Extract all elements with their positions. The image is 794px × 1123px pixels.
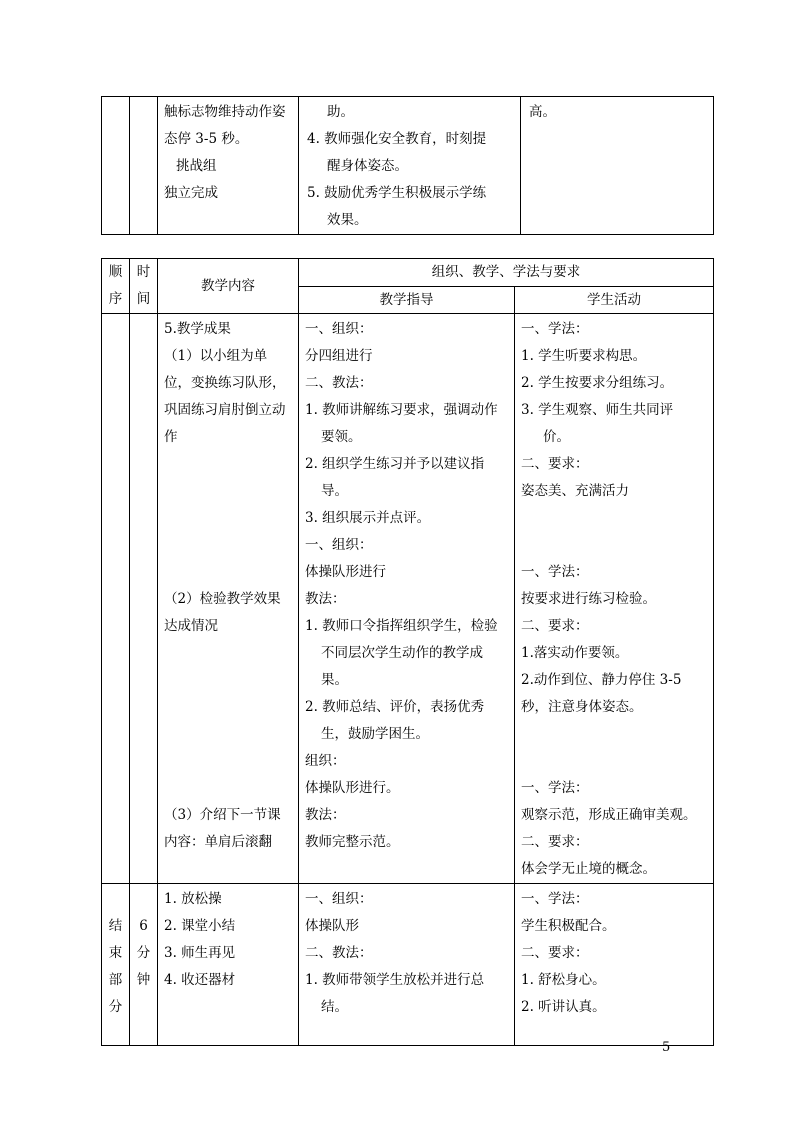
page-number: 5 bbox=[662, 1040, 671, 1055]
guidance-line: 教师完整示范。 bbox=[305, 834, 400, 850]
guidance-line: 一、组织： bbox=[305, 537, 373, 553]
content-line bbox=[158, 559, 298, 586]
content-line bbox=[158, 640, 298, 667]
content-line: 位，变换练习队形， bbox=[164, 375, 286, 391]
guidance-line: 一、组织： bbox=[305, 321, 373, 337]
order-header bbox=[102, 259, 130, 314]
guidance-line: 组织： bbox=[305, 753, 346, 769]
content-header bbox=[158, 259, 299, 314]
organization-header bbox=[299, 259, 714, 287]
content-cell bbox=[158, 97, 299, 235]
student-line: 价。 bbox=[543, 429, 570, 445]
guidance-cell bbox=[299, 314, 515, 884]
student-line: 二、要求： bbox=[521, 456, 589, 472]
guidance-line: 体操队形 bbox=[305, 918, 359, 934]
content-cell bbox=[158, 884, 299, 1046]
guidance-line: 不同层次学生动作的教学成 bbox=[321, 645, 483, 661]
guidance-line: 2. 组织学生练习并予以建议指 bbox=[305, 456, 485, 472]
guidance-line: 教法： bbox=[305, 807, 346, 823]
order-header-char: 顺 bbox=[108, 264, 123, 280]
content-line bbox=[158, 451, 298, 478]
content-header-label: 教学内容 bbox=[201, 277, 255, 294]
guidance-line: 二、教法： bbox=[305, 375, 373, 391]
order-char: 部 bbox=[108, 972, 123, 988]
guidance-line: 要领。 bbox=[321, 429, 362, 445]
content-line: 独立完成 bbox=[164, 185, 218, 201]
student-line: 二、要求： bbox=[521, 945, 589, 961]
time-cell bbox=[130, 97, 158, 235]
content-line bbox=[158, 505, 298, 532]
content-line: 1. 放松操 bbox=[164, 891, 222, 907]
organization-header-label: 组织、教学、学法与要求 bbox=[431, 264, 581, 280]
guidance-line: 1. 教师口令指挥组织学生，检验 bbox=[305, 618, 498, 634]
content-line bbox=[158, 721, 298, 748]
student-cell bbox=[515, 314, 714, 884]
content-line: 5.教学成果 bbox=[164, 321, 231, 337]
student-line: 秒，注意身体姿态。 bbox=[521, 699, 643, 715]
guidance-line: 1. 教师带领学生放松并进行总 bbox=[305, 972, 485, 988]
guidance-line: 4. 教师强化安全教育，时刻提 bbox=[307, 131, 487, 147]
student-line: 学生积极配合。 bbox=[521, 918, 616, 934]
guidance-line: 1. 教师讲解练习要求，强调动作 bbox=[305, 402, 498, 418]
student-line: 二、要求： bbox=[521, 834, 589, 850]
student-cell bbox=[521, 97, 714, 235]
order-char: 结 bbox=[108, 918, 123, 934]
content-line: 内容：单肩后滚翻 bbox=[164, 834, 272, 850]
content-line: 4. 收还器材 bbox=[164, 972, 236, 988]
content-cell bbox=[158, 314, 299, 884]
student-line: 姿态美、充满活力 bbox=[521, 483, 629, 499]
student-line bbox=[515, 748, 713, 775]
time-header bbox=[130, 259, 158, 314]
content-line: 巩固练习肩肘倒立动 bbox=[164, 402, 286, 418]
content-line bbox=[158, 694, 298, 721]
student-line: 一、学法： bbox=[521, 564, 589, 580]
content-line: 挑战组 bbox=[176, 158, 217, 174]
content-line: （3）介绍下一节课 bbox=[164, 807, 281, 823]
lesson-table bbox=[101, 258, 714, 1046]
student-header bbox=[515, 286, 714, 314]
guidance-line: 一、组织： bbox=[305, 891, 373, 907]
content-line: 2. 课堂小结 bbox=[164, 918, 236, 934]
content-line: 触标志物维持动作姿 bbox=[164, 104, 286, 120]
student-line bbox=[515, 532, 713, 559]
content-line bbox=[158, 532, 298, 559]
guidance-line: 教法： bbox=[305, 591, 346, 607]
guidance-header bbox=[299, 286, 515, 314]
order-cell bbox=[102, 97, 130, 235]
time-cell bbox=[130, 884, 158, 1046]
guidance-line: 5. 鼓励优秀学生积极展示学练 bbox=[307, 185, 487, 201]
student-line: 观察示范，形成正确审美观。 bbox=[521, 807, 697, 823]
student-line: 按要求进行练习检验。 bbox=[521, 591, 656, 607]
student-line: 2.动作到位、静力停住 3-5 bbox=[521, 672, 682, 688]
guidance-line: 3. 组织展示并点评。 bbox=[305, 510, 431, 526]
content-line bbox=[158, 748, 298, 775]
content-line: 作 bbox=[164, 429, 178, 445]
guidance-line: 结。 bbox=[321, 999, 348, 1015]
order-header-char: 序 bbox=[108, 291, 123, 307]
student-line: 一、学法： bbox=[521, 891, 589, 907]
student-line: 高。 bbox=[529, 104, 556, 120]
content-line bbox=[158, 667, 298, 694]
student-line: 二、要求： bbox=[521, 618, 589, 634]
time-cell bbox=[130, 314, 158, 884]
student-line: 3. 学生观察、师生共同评 bbox=[521, 402, 674, 418]
guidance-line: 体操队形进行 bbox=[305, 564, 386, 580]
guidance-line: 果。 bbox=[321, 672, 348, 688]
guidance-line: 导。 bbox=[321, 483, 348, 499]
student-line: 1. 学生听要求构思。 bbox=[521, 348, 647, 364]
guidance-line: 效果。 bbox=[327, 212, 368, 228]
student-line: 1.落实动作要领。 bbox=[521, 645, 629, 661]
order-char: 束 bbox=[108, 945, 123, 961]
continuation-table bbox=[101, 96, 714, 235]
content-line: （2）检验教学效果 bbox=[164, 591, 281, 607]
student-line bbox=[515, 721, 713, 748]
guidance-header-label: 教学指导 bbox=[379, 291, 434, 308]
guidance-line: 二、教法： bbox=[305, 945, 373, 961]
guidance-line: 生，鼓励学困生。 bbox=[321, 726, 429, 742]
student-line: 一、学法： bbox=[521, 321, 589, 337]
guidance-line: 分四组进行 bbox=[305, 348, 373, 364]
time-header-char: 间 bbox=[136, 291, 151, 307]
time-char: 钟 bbox=[136, 972, 151, 988]
guidance-line: 体操队形进行。 bbox=[305, 780, 400, 796]
guidance-line: 醒身体姿态。 bbox=[327, 158, 408, 174]
time-header-char: 时 bbox=[136, 264, 151, 280]
student-line: 体会学无止境的概念。 bbox=[521, 861, 656, 877]
student-line: 2. 听讲认真。 bbox=[521, 999, 606, 1015]
guidance-cell bbox=[299, 97, 521, 235]
content-line: 达成情况 bbox=[164, 618, 218, 634]
order-char: 分 bbox=[108, 999, 123, 1015]
content-line: 态停 3-5 秒。 bbox=[164, 131, 249, 147]
student-cell bbox=[515, 884, 714, 1046]
student-header-label: 学生活动 bbox=[587, 291, 641, 308]
time-char: 分 bbox=[136, 945, 151, 961]
guidance-cell bbox=[299, 884, 515, 1046]
time-char: 6 bbox=[139, 918, 148, 934]
guidance-line: 2. 教师总结、评价，表扬优秀 bbox=[305, 699, 485, 715]
order-cell bbox=[102, 314, 130, 884]
student-line bbox=[515, 505, 713, 532]
content-line: 3. 师生再见 bbox=[164, 945, 236, 961]
student-line: 一、学法： bbox=[521, 780, 589, 796]
student-line: 2. 学生按要求分组练习。 bbox=[521, 375, 674, 391]
guidance-line: 助。 bbox=[327, 104, 354, 120]
content-line: （1）以小组为单 bbox=[164, 348, 268, 364]
content-line bbox=[158, 775, 298, 802]
student-line: 1. 舒松身心。 bbox=[521, 972, 606, 988]
order-cell bbox=[102, 884, 130, 1046]
content-line bbox=[158, 478, 298, 505]
